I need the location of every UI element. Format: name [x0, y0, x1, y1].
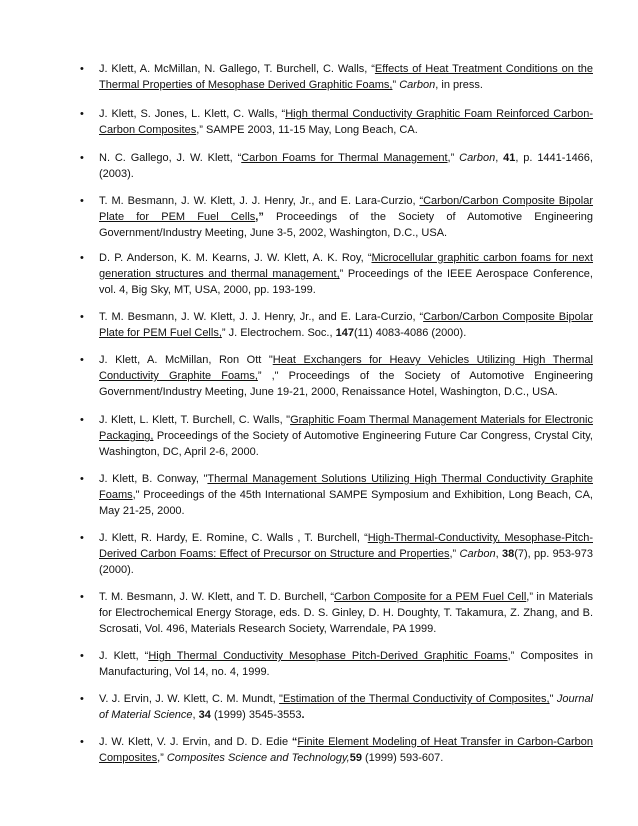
- bullet-icon: •: [80, 354, 84, 366]
- reference-text: ,” Composites in Manufacturing, Vol 14, no. 4, 1999.: [99, 650, 593, 679]
- reference-item: [80, 412, 593, 461]
- reference-text: ,: [495, 152, 504, 164]
- reference-title-link: High-Thermal-Conductivity, Mesophase-Pitch-Derived Carbon Foams: Effect of Precursor on Structure and Properties: [99, 532, 593, 561]
- reference-text: T. M. Besmann, J. W. Klett, J. J. Henry, Jr., and E. Lara-Curzio, “: [99, 311, 424, 323]
- reference-text: T. M. Besmann, J. W. Klett, and T. D. Burchell, “: [99, 591, 335, 603]
- bullet-icon: •: [80, 532, 84, 544]
- reference-title-link: High thermal Conductivity Graphitic Foam Reinforced Carbon-Carbon Composites: [99, 108, 593, 137]
- reference-text: Proceedings of the Society of Automotive Engineering Future Car Congress, Crystal City, Washington, DC, April 2-6, 2000.: [99, 430, 593, 459]
- reference-item: [80, 193, 594, 242]
- bullet-icon: •: [80, 650, 84, 662]
- reference-text: ,” SAMPE 2003, 11-15 May, Long Beach, CA.: [196, 124, 418, 137]
- reference-text: Composites Science and Technology,: [166, 752, 350, 765]
- reference-title-link: High Thermal Conductivity Mesophase Pitch-Derived Graphitic Foams: [148, 650, 508, 662]
- reference-title-link: Finite Element Modeling of Heat Transfer in Carbon-Carbon Composites: [99, 736, 593, 765]
- reference-text: ” J. Electrochem. Soc.,: [221, 327, 336, 340]
- reference-text: ,”: [449, 548, 460, 561]
- reference-text: 41: [503, 152, 516, 164]
- bullet-icon: •: [80, 414, 84, 426]
- reference-item: [80, 309, 593, 341]
- reference-text: Carbon: [459, 152, 496, 164]
- reference-item: [80, 106, 593, 138]
- reference-text: ”: [392, 79, 400, 92]
- reference-item: [80, 648, 593, 680]
- reference-item: [80, 352, 593, 401]
- reference-item: [80, 691, 593, 723]
- reference-text: 34: [198, 709, 211, 722]
- reference-text: .: [301, 709, 305, 722]
- bullet-icon: •: [80, 63, 84, 75]
- reference-text: ,”: [157, 752, 167, 765]
- reference-text: V. J. Ervin, J. W. Klett, C. M. Mundt,: [99, 693, 280, 705]
- reference-text: ,”: [447, 152, 460, 164]
- reference-text: ,” in Materials for Electrochemical Energy Storage, eds. D. S. Ginley, D. H. Doughty, T. Takamura, Z. Zhang, and B. Scrosati, Vol. 496, Materials Research Society, Warrendale, PA 1999.: [99, 591, 593, 636]
- reference-text: 59: [349, 752, 362, 765]
- reference-title-link: Thermal Management Solutions Utilizing High Thermal Conductivity Graphite Foams: [99, 473, 593, 502]
- reference-title-link: Heat Exchangers for Heavy Vehicles Utilizing High Thermal Conductivity Graphite Foams,: [99, 354, 593, 383]
- reference-title-link: “Carbon/Carbon Composite Bipolar Plate for PEM Fuel Cells: [99, 195, 594, 224]
- reference-text: J. Klett, A. McMillan, Ron Ott ": [99, 354, 273, 366]
- reference-text: J. Klett, “: [99, 650, 149, 662]
- reference-text: Carbon: [459, 548, 496, 561]
- reference-title-link: Effects of Heat Treatment Conditions on the Thermal Properties of Mesophase Derived Graphitic Foams,: [99, 63, 593, 92]
- reference-text: J. Klett, B. Conway, ": [99, 473, 208, 485]
- reference-title-link: Microcellular graphitic carbon foams for next generation structures and thermal management,: [99, 252, 593, 281]
- reference-title-link: Carbon/Carbon Composite Bipolar Plate for PEM Fuel Cells,: [99, 311, 593, 340]
- bullet-icon: •: [80, 591, 84, 603]
- reference-item: [80, 589, 593, 638]
- reference-text: “: [291, 736, 298, 748]
- reference-text: J. Klett, L. Klett, T. Burchell, C. Walls, ": [99, 414, 291, 426]
- bullet-icon: •: [80, 693, 84, 705]
- reference-item: [80, 471, 593, 520]
- reference-text: (7), pp. 953-973 (2000).: [99, 548, 593, 577]
- bullet-icon: •: [80, 252, 84, 264]
- reference-text: , in press.: [435, 79, 483, 92]
- reference-item: [80, 734, 593, 766]
- reference-text: 147: [335, 327, 354, 340]
- reference-title-link: Carbon Foams for Thermal Management: [241, 152, 448, 164]
- reference-text: ," Proceedings of the 45th International SAMPE Symposium and Exhibition, Long Beach, CA, May 21-25, 2000.: [99, 489, 593, 518]
- reference-title-link: Carbon Composite for a PEM Fuel Cell: [334, 591, 527, 603]
- reference-text: Carbon: [399, 79, 436, 92]
- bullet-icon: •: [80, 108, 84, 120]
- reference-text: J. Klett, R. Hardy, E. Romine, C. Walls , T. Burchell, “: [99, 532, 368, 544]
- reference-item: [80, 530, 593, 579]
- reference-text: D. P. Anderson, K. M. Kearns, J. W. Klett, A. K. Roy, “: [99, 252, 372, 264]
- bullet-icon: •: [80, 473, 84, 485]
- bullet-icon: •: [80, 311, 84, 323]
- reference-text: T. M. Besmann, J. W. Klett, J. J. Henry, Jr., and E. Lara-Curzio,: [99, 195, 420, 207]
- reference-item: [80, 61, 593, 93]
- reference-text: J. W. Klett, V. J. Ervin, and D. D. Edie: [99, 736, 292, 748]
- reference-text: ": [549, 693, 557, 705]
- reference-text: N. C. Gallego, J. W. Klett, “: [99, 152, 242, 164]
- reference-title-link: "Estimation of the Thermal Conductivity of Composites,: [279, 693, 550, 705]
- reference-text: (1999) 593-607.: [361, 752, 444, 765]
- reference-text: ,”: [255, 211, 264, 224]
- reference-title-link: Graphitic Foam Thermal Management Materials for Electronic Packaging,: [99, 414, 593, 443]
- reference-item: [80, 150, 593, 182]
- reference-text: , p. 1441-1466, (2003).: [99, 152, 593, 181]
- reference-text: ,: [192, 709, 199, 722]
- reference-text: J. Klett, S. Jones, L. Klett, C. Walls, “: [99, 108, 286, 120]
- reference-text: ” ," Proceedings of the Society of Automotive Engineering Government/Industry Meeting, June 19-21, 2000, Renaissance Hotel, Washington, D.C., USA.: [99, 370, 593, 399]
- bullet-icon: •: [80, 195, 84, 207]
- reference-item: [80, 250, 593, 299]
- bullet-icon: •: [80, 736, 84, 748]
- reference-text: J. Klett, A. McMillan, N. Gallego, T. Burchell, C. Walls, “: [99, 63, 375, 75]
- reference-text: ,: [495, 548, 502, 561]
- reference-text: Proceedings of the Society of Automotive Engineering Government/Industry Meeting, June 3-5, 2002, Washington, D.C., USA.: [99, 211, 593, 240]
- bullet-icon: •: [80, 152, 84, 164]
- reference-text: (11) 4083-4086 (2000).: [353, 327, 467, 340]
- reference-text: ” Proceedings of the IEEE Aerospace Conference, vol. 4, Big Sky, MT, USA, 2000, pp. 193-199.: [99, 268, 593, 297]
- reference-text: 38: [501, 548, 515, 561]
- reference-text: Journal of Material Science: [99, 693, 593, 722]
- reference-text: (1999) 3545-3553: [210, 709, 302, 722]
